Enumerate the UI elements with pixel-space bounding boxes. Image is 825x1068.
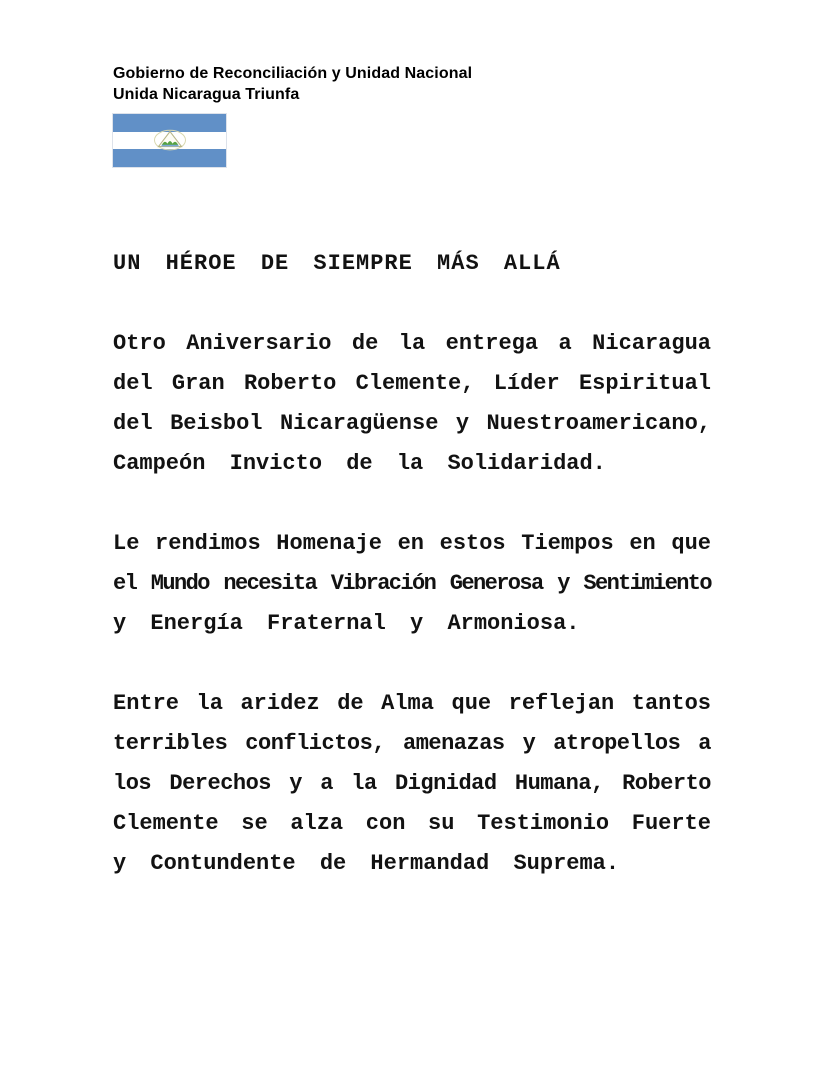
flag-stripe-middle [113, 132, 226, 150]
text-line: y Energía Fraternal y Armoniosa. [113, 611, 580, 636]
text-line: del Gran Roberto Clemente, Líder Espiritual [113, 371, 711, 396]
nicaragua-flag-icon [113, 114, 226, 167]
text-line: terribles conflictos, amenazas y atropellos a [113, 731, 711, 756]
paragraph-2 [113, 524, 711, 644]
text-line: el Mundo necesita Vibración Generosa y Sentimiento [113, 571, 711, 596]
letterhead-org-name: Gobierno de Reconciliación y Unidad Nacional [113, 65, 473, 82]
text-line: Entre la aridez de Alma que reflejan tantos [113, 691, 711, 716]
text-line: Le rendimos Homenaje en estos Tiempos en que [113, 531, 711, 556]
text-line: Clemente se alza con su Testimonio Fuerte [113, 811, 711, 836]
text-line: del Beisbol Nicaragüense y Nuestroamericano, [113, 411, 711, 436]
document-body [113, 244, 711, 924]
text-line: los Derechos y a la Dignidad Humana, Roberto [113, 771, 711, 796]
paragraph-1 [113, 324, 711, 484]
text-line: Campeón Invicto de la Solidaridad. [113, 451, 606, 476]
flag-stripe-bottom [113, 149, 226, 167]
letterhead [113, 63, 472, 105]
paragraph-3 [113, 684, 711, 884]
text-line: Otro Aniversario de la entrega a Nicaragua [113, 331, 711, 356]
letterhead-motto: Unida Nicaragua Triunfa [113, 86, 300, 103]
flag-emblem-icon [152, 128, 188, 151]
document-title: UN HÉROE DE SIEMPRE MÁS ALLÁ [113, 251, 561, 276]
text-line: y Contundente de Hermandad Suprema. [113, 851, 620, 876]
